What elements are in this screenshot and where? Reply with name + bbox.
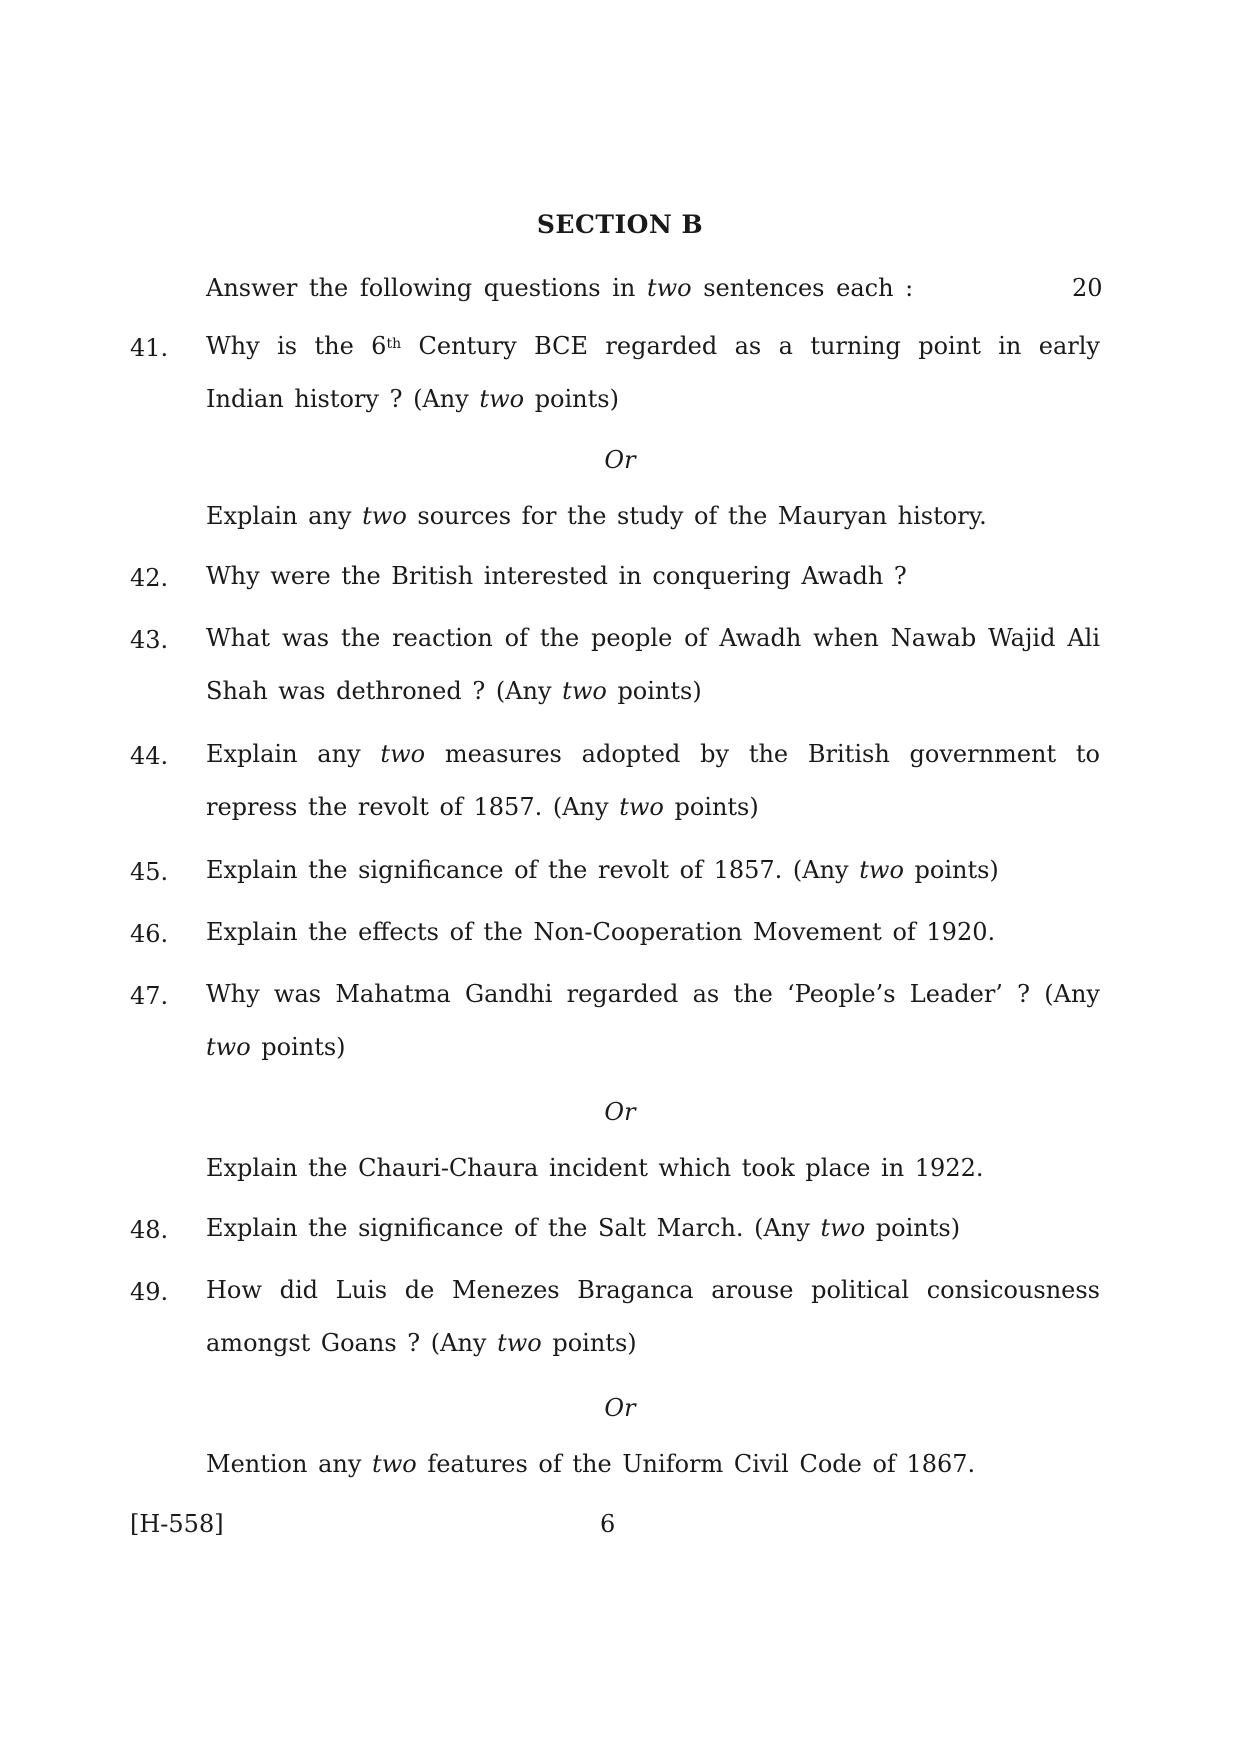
question-number: 47. [130,982,169,1010]
q45-text: Explain the significance of the revolt of 1857. (Any [206,856,860,884]
question-41-alternative [206,502,1100,530]
q48-emphasis: two [820,1214,866,1242]
section-heading: SECTION B [536,210,704,239]
alt49-emphasis: two [372,1450,417,1478]
or-divider: Or [604,1394,636,1422]
section-instruction [206,274,1106,302]
q47-emphasis: two [206,1033,251,1061]
q45-text-end: points) [903,856,999,884]
q44-text: Explain any [206,740,381,768]
question-number: 44. [130,742,169,770]
question-number: 45. [130,858,169,886]
question-49-alternative [206,1450,1100,1478]
question-44 [206,728,1100,834]
page-number: 6 [600,1510,616,1538]
question-45 [206,844,1100,897]
question-49 [206,1264,1100,1370]
q41-emphasis: two [479,385,525,413]
q44-text-end: points) [663,793,759,821]
question-47 [206,968,1100,1074]
q49-text-end: points) [541,1329,637,1357]
question-number: 42. [130,564,169,592]
section-marks: 20 [1072,274,1103,302]
question-43 [206,612,1100,718]
alt41-emphasis: two [362,502,407,530]
q43-text-end: points) [606,677,702,705]
alt41-text: Explain any [206,502,363,530]
question-46: Explain the effects of the Non-Cooperation Movement of 1920. [206,918,996,946]
question-41 [206,320,1100,426]
question-number: 46. [130,920,169,948]
paper-code: [H-558] [130,1510,224,1538]
question-48 [206,1202,1100,1255]
q41-superscript: th [386,336,402,352]
instruction-text: Answer the following questions in [206,274,647,302]
question-42: Why were the British interested in conquering Awadh ? [206,562,907,590]
question-number: 48. [130,1216,169,1244]
question-number: 41. [130,334,169,362]
instruction-emphasis: two [646,274,692,302]
q41-text: Why is the 6 [206,332,387,360]
or-divider: Or [604,446,636,474]
q49-emphasis: two [497,1329,542,1357]
q48-text: Explain the significance of the Salt March. (Any [206,1214,821,1242]
q41-text-end: points) [524,385,619,413]
question-number: 49. [130,1278,169,1306]
q44-emphasis-2: two [619,793,664,821]
q43-emphasis: two [562,677,607,705]
or-divider: Or [604,1098,636,1126]
question-number: 43. [130,626,169,654]
q44-emphasis: two [380,740,426,768]
alt41-text-end: sources for the study of the Mauryan history. [406,502,987,530]
instruction-text-end: sentences each : [691,274,914,302]
q48-text-end: points) [865,1214,961,1242]
q45-emphasis: two [859,856,904,884]
alt49-text-end: features of the Uniform Civil Code of 1867. [416,1450,976,1478]
question-47-alternative: Explain the Chauri-Chaura incident which took place in 1922. [206,1154,984,1182]
q44-text-2: measures adopted by the British government to repress the revolt of 1857. (Any [206,740,1100,821]
q47-text: Why was Mahatma Gandhi regarded as the ‘People’s Leader’ ? (Any [206,980,1100,1008]
q43-text: What was the reaction of the people of Awadh when Nawab Wajid Ali Shah was dethroned ? (Any [206,624,1100,705]
q49-text: How did Luis de Menezes Braganca arouse political consicousness amongst Goans ? (Any [206,1276,1100,1357]
q41-text-2: Century BCE regarded as a turning point in early Indian history ? (Any [206,332,1100,413]
q47-text-end: points) [250,1033,346,1061]
alt49-text: Mention any [206,1450,373,1478]
